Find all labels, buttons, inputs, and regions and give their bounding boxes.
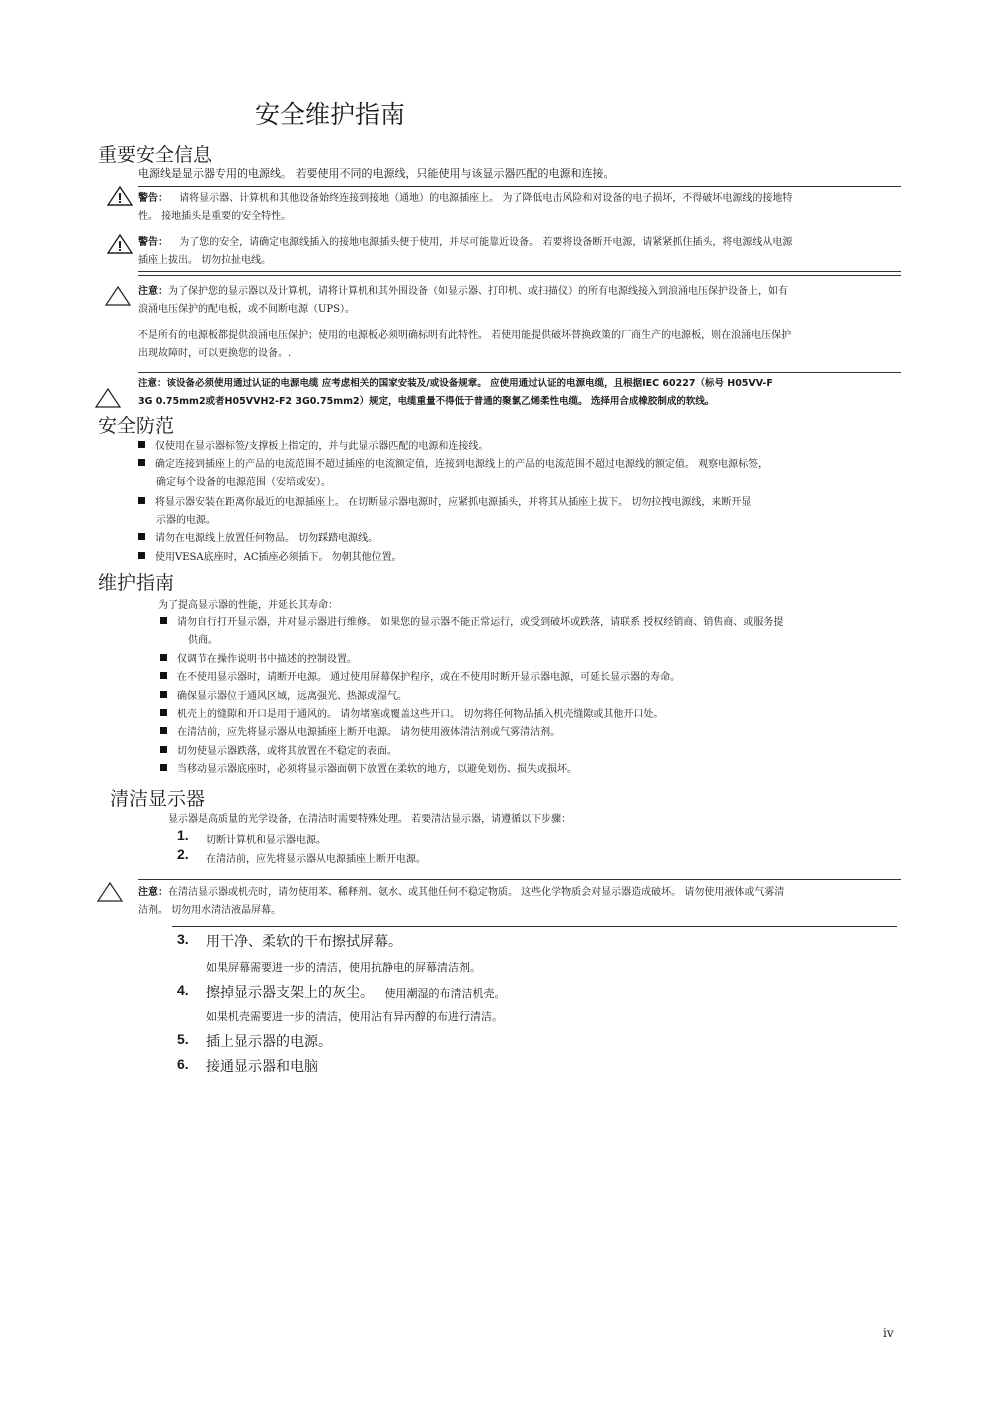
- note-block-2: [138, 375, 903, 411]
- list-item-continued: 供商。: [188, 635, 218, 646]
- list-item: 请勿自行打开显示器，并对显示器进行维修。 如果您的显示器不能正常运行，或受到破坏或跌落，请联系 授权经销商、销售商、或服务提: [160, 614, 783, 632]
- step-text-extra: 使用潮湿的布清洁机壳。: [384, 987, 506, 1000]
- divider: [138, 271, 901, 272]
- caution-icon: [104, 285, 132, 307]
- caution-icon: [96, 881, 124, 903]
- intro-text: 显示器是高质量的光学设备，在清洁时需要特殊处理。 若要清洁显示器，请遵循以下步骤：: [168, 814, 572, 825]
- warning-icon: [106, 185, 134, 207]
- note-text: 在清洁显示器或机壳时，请勿使用苯、稀释剂、氨水、或其他任何不稳定物质。 这些化学物质会对显示器造成破坏。 请勿使用液体或气雾清: [168, 887, 785, 898]
- note-text: 不是所有的电源板都提供浪涌电压保护；使用的电源板必须明确标明有此特性。 若使用能提供破坏替换政策的厂商生产的电源板，则在浪涌电压保护: [138, 330, 792, 341]
- step-number: 3.: [177, 931, 189, 947]
- step-text: 在清洁前，应先将显示器从电源插座上断开电源。: [206, 854, 426, 865]
- list-item: 当移动显示器底座时，必须将显示器面朝下放置在柔软的地方，以避免划伤、损失或损坏。: [160, 761, 577, 779]
- note-label: 注意：: [138, 286, 168, 297]
- warning-text: 为了您的安全，请确定电源线插入的接地电源插头便于使用，并尽可能靠近设备。 若要将设备断开电源，请紧紧抓住插头，将电源线从电源: [179, 237, 793, 248]
- note-paragraph: [138, 327, 903, 363]
- divider: [138, 372, 901, 373]
- note-block-cleaning: [138, 884, 903, 920]
- divider: [172, 926, 897, 927]
- list-item: 在清洁前，应先将显示器从电源插座上断开电源。 请勿使用液体清洁剂或气雾清洁剂。: [160, 724, 560, 742]
- step-text: 用干净、柔软的干布擦拭屏幕。: [206, 934, 402, 950]
- list-item: 在不使用显示器时，请断开电源。 通过使用屏幕保护程序，或在不使用时断开显示器电源，可延长显示器的寿命。: [160, 669, 680, 687]
- warning-block-1: [138, 190, 903, 226]
- divider: [138, 275, 901, 276]
- list-item: 请勿在电源线上放置任何物品。 切勿踩踏电源线。: [138, 530, 378, 548]
- step-subtext: 如果机壳需要进一步的清洁，使用沾有异丙醇的布进行清洁。: [206, 1010, 503, 1023]
- note-text: 注意：该设备必须使用通过认证的电源电缆 应考虑相关的国家安装及/或设备规章。 应使用通过认证的电源电缆，且根据IEC 60227（标号 H05VV-F: [138, 378, 773, 389]
- caution-icon: [94, 387, 122, 409]
- warning-block-2: [138, 234, 903, 270]
- note-label: 注意：: [138, 887, 168, 898]
- intro-text: 为了提高显示器的性能，并延长其寿命：: [158, 600, 338, 611]
- section-heading-maintenance: 维护指南: [98, 572, 175, 594]
- page-title: 安全维护指南: [255, 100, 406, 129]
- step-text: 切断计算机和显示器电源。: [206, 835, 326, 846]
- list-item: 使用VESA底座时，AC插座必须插下。 勿朝其他位置。: [138, 549, 402, 567]
- warning-text: 请将显示器、计算机和其他设备始终连接到接地（通地）的电源插座上。 为了降低电击风险和对设备的电子损坏，不得破坏电源线的接地特: [179, 193, 793, 204]
- list-item: 将显示器安装在距离你最近的电源插座上。 在切断显示器电源时，应紧抓电源插头，并将其从插座上拔下。 切勿拉拽电源线，来断开显: [138, 494, 751, 512]
- step-number: 6.: [177, 1056, 189, 1072]
- list-item: 仅调节在操作说明书中描述的控制设置。: [160, 651, 357, 669]
- step-number: 4.: [177, 982, 189, 998]
- list-item-continued: 示器的电源。: [156, 515, 216, 526]
- note-text: 3G 0.75mm2或者H05VVH2-F2 3G0.75mm2）规定，电缆重量不得低于普通的聚氯乙烯柔性电缆。 选择用合成橡胶制成的软线。: [138, 396, 715, 407]
- warning-label: 警告：: [138, 193, 168, 204]
- section-heading-important-safety: 重要安全信息: [98, 144, 213, 166]
- warning-text: 性。 接地插头是重要的安全特性。: [138, 211, 292, 222]
- step-text: [206, 982, 505, 1002]
- step-number: 2.: [177, 846, 189, 862]
- section-heading-safety-precautions: 安全防范: [98, 415, 175, 437]
- step-text: 插上显示器的电源。: [206, 1034, 332, 1050]
- divider: [138, 879, 901, 880]
- list-item: 仅使用在显示器标签/支撑板上指定的，并与此显示器匹配的电源和连接线。: [138, 438, 488, 456]
- note-text: 洁剂。 切勿用水清洁液晶屏幕。: [138, 905, 282, 916]
- list-item: 机壳上的缝隙和开口是用于通风的。 请勿堵塞或覆盖这些开口。 切勿将任何物品插入机壳缝隙或其他开口处。: [160, 706, 663, 724]
- step-subtext: 如果屏幕需要进一步的清洁，使用抗静电的屏幕清洁剂。: [206, 961, 481, 974]
- step-text-main: 擦掉显示器支架上的灰尘。: [206, 985, 374, 1001]
- section-heading-cleaning: 清洁显示器: [110, 788, 206, 810]
- warning-icon: [106, 233, 134, 255]
- step-text: 接通显示器和电脑: [206, 1059, 318, 1075]
- list-item-continued: 确定每个设备的电源范围（安培或安）。: [156, 477, 331, 488]
- note-text: 出现故障时，可以更换您的设备。.: [138, 348, 292, 359]
- warning-text: 插座上拔出。 切勿拉扯电线。: [138, 255, 272, 266]
- step-number: 1.: [177, 827, 189, 843]
- list-item: 确保显示器位于通风区域，远离强光、热源或湿气。: [160, 688, 407, 706]
- list-item: 确定连接到插座上的产品的电流范围不超过插座的电流额定值，连接到电源线上的产品的电流范围不超过电源线的额定值。 观察电源标签，: [138, 456, 768, 474]
- note-block-1: [138, 283, 903, 319]
- warning-label: 警告：: [138, 237, 168, 248]
- step-number: 5.: [177, 1031, 189, 1047]
- note-text: 浪涌电压保护的配电板，或不间断电源（UPS）。: [138, 304, 356, 315]
- page-number: iv: [883, 1326, 894, 1340]
- note-text: 为了保护您的显示器以及计算机，请将计算机和其外围设备（如显示器、打印机、或扫描仪）的所有电源线接入到浪涌电压保护设备上，如有: [168, 286, 788, 297]
- list-item: 切勿使显示器跌落，或将其放置在不稳定的表面。: [160, 743, 397, 761]
- intro-text: 电源线是显示器专用的电源线。 若要使用不同的电源线，只能使用与该显示器匹配的电源和连接。: [138, 167, 615, 180]
- divider: [138, 186, 901, 187]
